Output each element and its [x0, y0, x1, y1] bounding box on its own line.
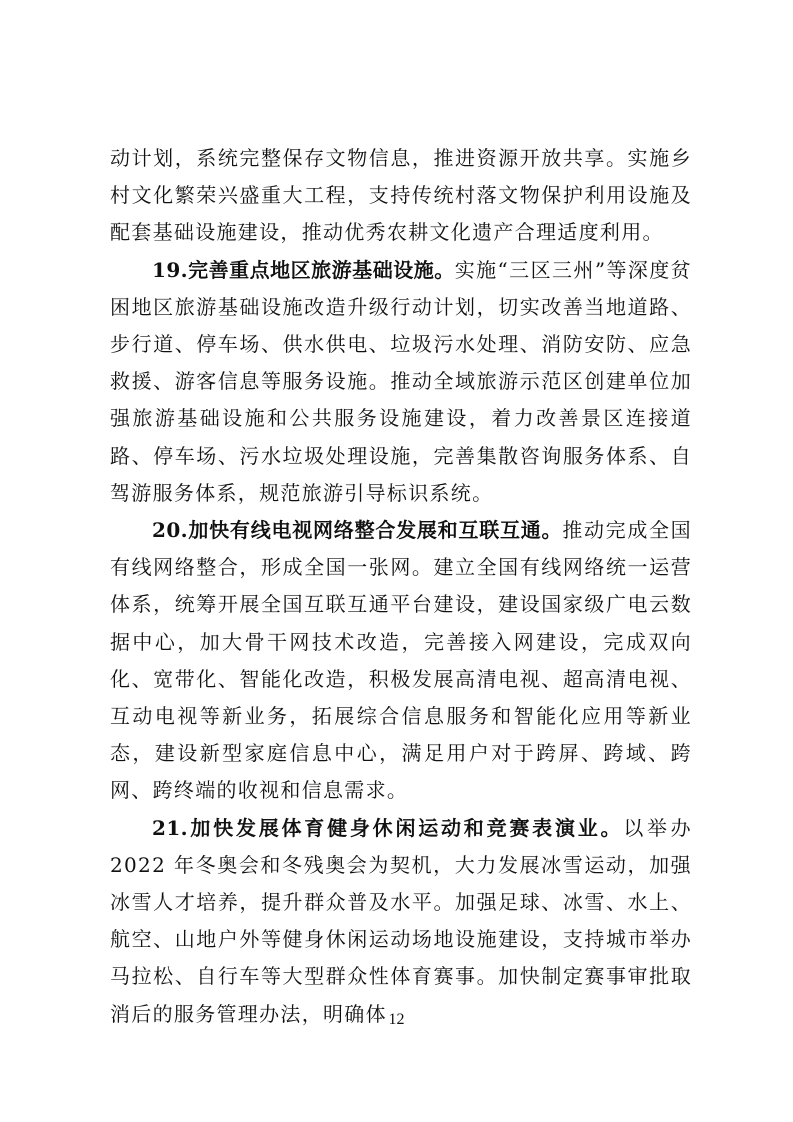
paragraph-item-20 [110, 512, 692, 810]
paragraph-heading: 21.加快发展体育健身休闲运动和竞赛表演业。 [152, 815, 624, 840]
paragraph-text: 动计划，系统完整保存文物信息，推进资源开放共享。实施乡村文化繁荣兴盛重大工程，支持传统村落文物保护利用设施及配套基础设施建设，推动优秀农耕文化遗产合理适度利用。 [110, 146, 692, 245]
paragraph-item-19 [110, 252, 692, 512]
paragraph-text: 推动完成全国有线网络整合，形成全国一张网。建立全国有线网络统一运营体系，统筹开展全国互联互通平台建设，建设国家级广电云数据中心，加大骨干网技术改造，完善接入网建设，完成双向化、宽带化、智能化改造，积极发展高清电视、超高清电视、互动电视等新业务，拓展综合信息服务和智能化应用等新业态，建设新型家庭信息中心，满足用户对于跨屏、跨域、跨网、跨终端的收视和信息需求。 [110, 518, 692, 803]
paragraph-text: 实施“三区三州”等深度贫困地区旅游基础设施改造升级行动计划，切实改善当地道路、步行道、停车场、供水供电、垃圾污水处理、消防安防、应急救援、游客信息等服务设施。推动全域旅游示范区创建单位加强旅游基础设施和公共服务设施建设，着力改善景区连接道路、停车场、污水垃圾处理设施，完善集散咨询服务体系、自驾游服务体系，规范旅游引导标识系统。 [110, 257, 692, 505]
paragraph-item-21 [110, 810, 692, 1033]
paragraph-heading: 20.加快有线电视网络整合发展和互联互通。 [152, 518, 563, 543]
page-number: 12 [388, 1011, 405, 1028]
paragraph-continuation [110, 140, 692, 252]
document-page [110, 140, 692, 1033]
paragraph-heading: 19.完善重点地区旅游基础设施。 [152, 257, 455, 282]
paragraph-text: 以举办 2022 年冬奥会和冬残奥会为契机，大力发展冰雪运动，加强冰雪人才培养，提升群众普及水平。加强足球、冰雪、水上、航空、山地户外等健身休闲运动场地设施建设，支持城市举办马拉松、自行车等大型群众性体育赛事。加快制定赛事审批取消后的服务管理办法，明确体 [110, 815, 692, 1026]
